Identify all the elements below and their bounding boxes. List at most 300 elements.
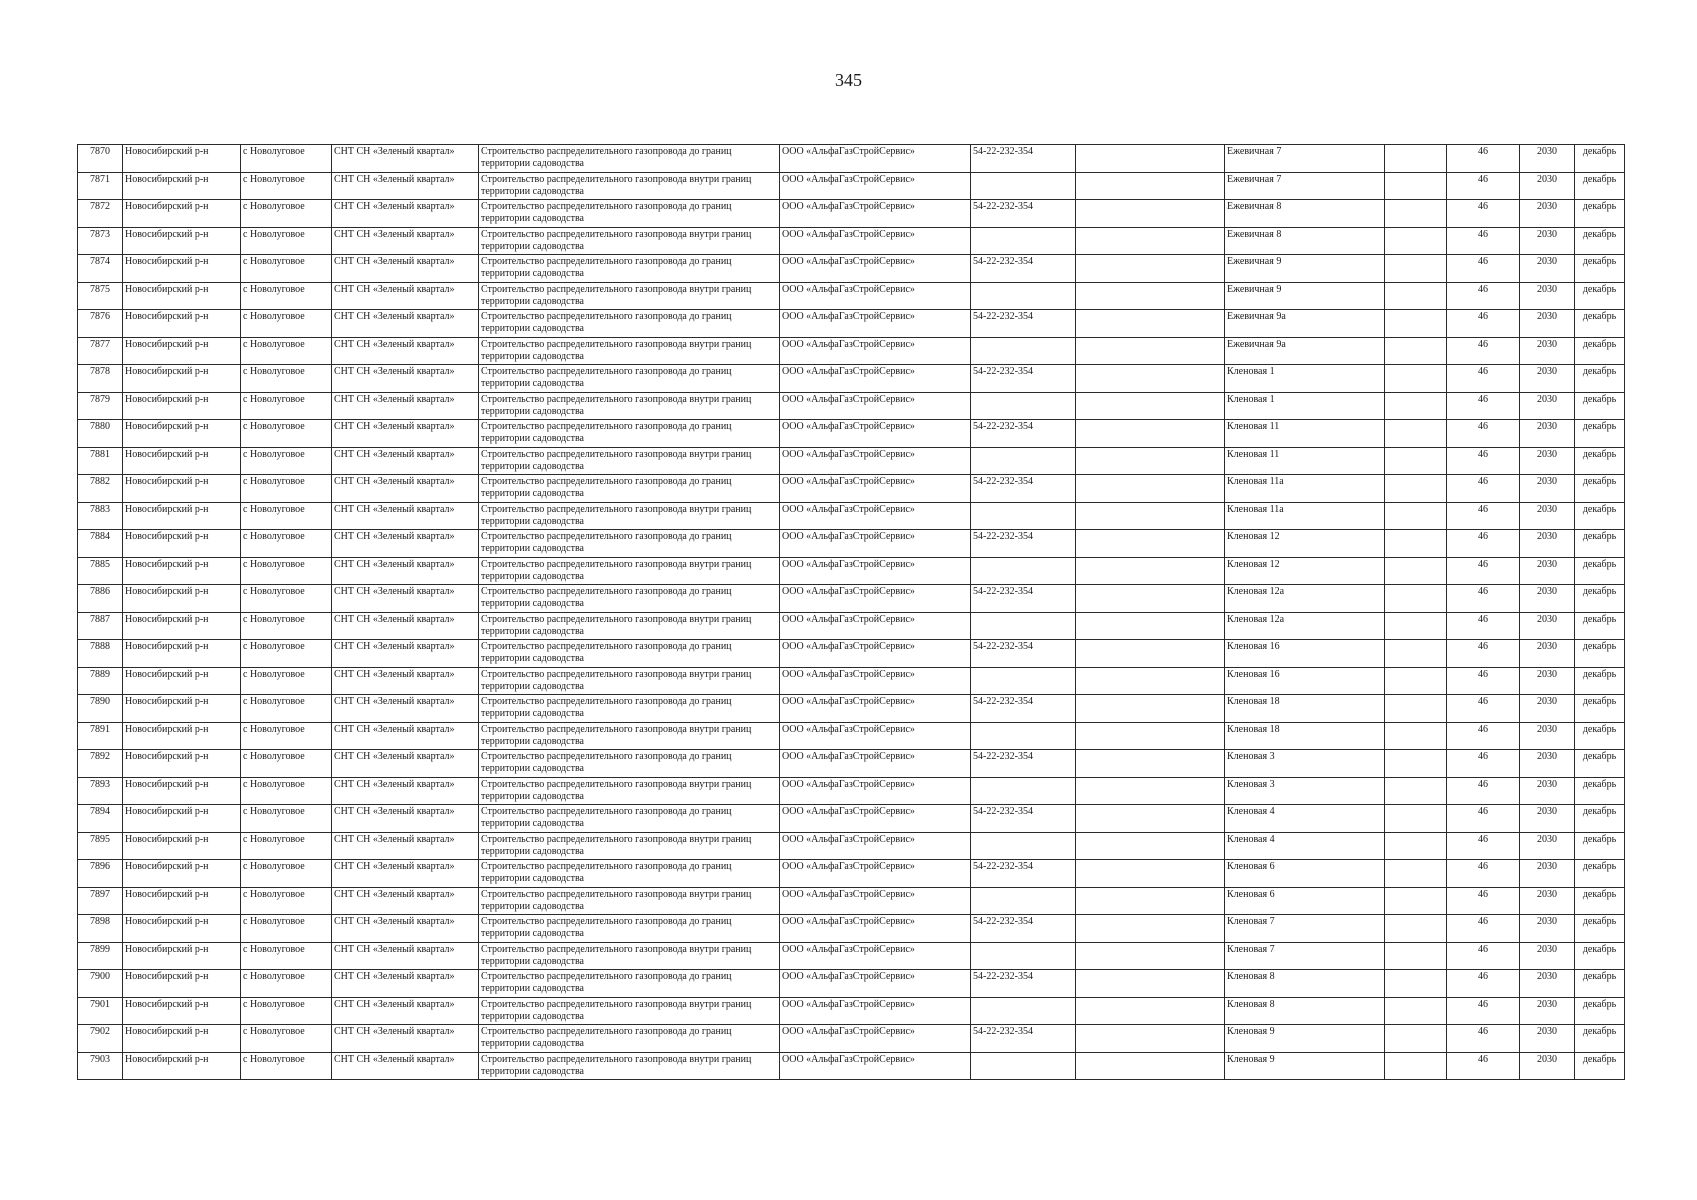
empty-cell: [1385, 255, 1447, 283]
code-cell: 54-22-232-354: [971, 585, 1076, 613]
empty-cell: [1076, 337, 1225, 365]
organization-cell: ООО «АльфаГазСтройСервис»: [780, 640, 971, 668]
organization-cell: ООО «АльфаГазСтройСервис»: [780, 282, 971, 310]
row-number-cell: 7875: [78, 282, 123, 310]
table-row: [78, 1052, 1625, 1080]
empty-cell: [1385, 392, 1447, 420]
empty-cell: [1076, 420, 1225, 448]
month-cell: декабрь: [1575, 337, 1625, 365]
empty-cell: [1076, 447, 1225, 475]
description-cell: Строительство распределительного газопровода внутри границ территории садоводства: [479, 942, 780, 970]
code-cell: [971, 447, 1076, 475]
table-row: [78, 887, 1625, 915]
settlement-cell: с Новолуговое: [241, 667, 332, 695]
value-cell: 46: [1447, 255, 1520, 283]
district-cell: Новосибирский р-н: [123, 337, 241, 365]
code-cell: [971, 172, 1076, 200]
street-cell: Ежевичная 7: [1225, 172, 1385, 200]
description-cell: Строительство распределительного газопровода до границ территории садоводства: [479, 420, 780, 448]
organization-cell: ООО «АльфаГазСтройСервис»: [780, 1025, 971, 1053]
street-cell: Кленовая 3: [1225, 777, 1385, 805]
month-cell: декабрь: [1575, 997, 1625, 1025]
partnership-cell: СНТ СН «Зеленый квартал»: [332, 860, 479, 888]
value-cell: 46: [1447, 777, 1520, 805]
row-number-cell: 7885: [78, 557, 123, 585]
district-cell: Новосибирский р-н: [123, 667, 241, 695]
value-cell: 46: [1447, 557, 1520, 585]
settlement-cell: с Новолуговое: [241, 447, 332, 475]
page-number: 345: [835, 70, 862, 90]
empty-cell: [1076, 392, 1225, 420]
value-cell: 46: [1447, 695, 1520, 723]
code-cell: 54-22-232-354: [971, 750, 1076, 778]
organization-cell: ООО «АльфаГазСтройСервис»: [780, 915, 971, 943]
code-cell: 54-22-232-354: [971, 1025, 1076, 1053]
value-cell: 46: [1447, 392, 1520, 420]
empty-cell: [1076, 1052, 1225, 1080]
table-row: [78, 722, 1625, 750]
row-number-cell: 7888: [78, 640, 123, 668]
partnership-cell: СНТ СН «Зеленый квартал»: [332, 887, 479, 915]
organization-cell: ООО «АльфаГазСтройСервис»: [780, 172, 971, 200]
organization-cell: ООО «АльфаГазСтройСервис»: [780, 420, 971, 448]
year-cell: 2030: [1520, 640, 1575, 668]
partnership-cell: СНТ СН «Зеленый квартал»: [332, 970, 479, 998]
month-cell: декабрь: [1575, 365, 1625, 393]
table-row: [78, 667, 1625, 695]
organization-cell: ООО «АльфаГазСтройСервис»: [780, 475, 971, 503]
month-cell: декабрь: [1575, 667, 1625, 695]
table-row: [78, 585, 1625, 613]
empty-cell: [1385, 777, 1447, 805]
district-cell: Новосибирский р-н: [123, 447, 241, 475]
year-cell: 2030: [1520, 860, 1575, 888]
table-row: [78, 475, 1625, 503]
row-number-cell: 7898: [78, 915, 123, 943]
value-cell: 46: [1447, 282, 1520, 310]
table-row: [78, 612, 1625, 640]
partnership-cell: СНТ СН «Зеленый квартал»: [332, 667, 479, 695]
empty-cell: [1076, 557, 1225, 585]
code-cell: [971, 667, 1076, 695]
empty-cell: [1385, 1052, 1447, 1080]
row-number-cell: 7881: [78, 447, 123, 475]
description-cell: Строительство распределительного газопровода до границ территории садоводства: [479, 145, 780, 173]
value-cell: 46: [1447, 942, 1520, 970]
year-cell: 2030: [1520, 227, 1575, 255]
settlement-cell: с Новолуговое: [241, 475, 332, 503]
street-cell: Кленовая 9: [1225, 1052, 1385, 1080]
year-cell: 2030: [1520, 557, 1575, 585]
code-cell: 54-22-232-354: [971, 640, 1076, 668]
street-cell: Кленовая 12: [1225, 557, 1385, 585]
description-cell: Строительство распределительного газопровода до границ территории садоводства: [479, 475, 780, 503]
street-cell: Кленовая 8: [1225, 997, 1385, 1025]
district-cell: Новосибирский р-н: [123, 695, 241, 723]
year-cell: 2030: [1520, 282, 1575, 310]
organization-cell: ООО «АльфаГазСтройСервис»: [780, 310, 971, 338]
empty-cell: [1076, 227, 1225, 255]
settlement-cell: с Новолуговое: [241, 722, 332, 750]
partnership-cell: СНТ СН «Зеленый квартал»: [332, 172, 479, 200]
code-cell: [971, 392, 1076, 420]
value-cell: 46: [1447, 667, 1520, 695]
partnership-cell: СНТ СН «Зеленый квартал»: [332, 365, 479, 393]
row-number-cell: 7900: [78, 970, 123, 998]
year-cell: 2030: [1520, 750, 1575, 778]
district-cell: Новосибирский р-н: [123, 640, 241, 668]
organization-cell: ООО «АльфаГазСтройСервис»: [780, 585, 971, 613]
description-cell: Строительство распределительного газопровода до границ территории садоводства: [479, 860, 780, 888]
empty-cell: [1076, 640, 1225, 668]
description-cell: Строительство распределительного газопровода до границ территории садоводства: [479, 365, 780, 393]
table-row: [78, 970, 1625, 998]
description-cell: Строительство распределительного газопровода до границ территории садоводства: [479, 200, 780, 228]
row-number-cell: 7895: [78, 832, 123, 860]
street-cell: Ежевичная 9а: [1225, 337, 1385, 365]
settlement-cell: с Новолуговое: [241, 200, 332, 228]
partnership-cell: СНТ СН «Зеленый квартал»: [332, 337, 479, 365]
table-row: [78, 942, 1625, 970]
table-row: [78, 777, 1625, 805]
year-cell: 2030: [1520, 970, 1575, 998]
empty-cell: [1385, 805, 1447, 833]
month-cell: декабрь: [1575, 172, 1625, 200]
settlement-cell: с Новолуговое: [241, 750, 332, 778]
description-cell: Строительство распределительного газопровода до границ территории садоводства: [479, 1025, 780, 1053]
table-row: [78, 1025, 1625, 1053]
district-cell: Новосибирский р-н: [123, 970, 241, 998]
settlement-cell: с Новолуговое: [241, 502, 332, 530]
settlement-cell: с Новолуговое: [241, 915, 332, 943]
code-cell: [971, 997, 1076, 1025]
year-cell: 2030: [1520, 502, 1575, 530]
description-cell: Строительство распределительного газопровода внутри границ территории садоводства: [479, 282, 780, 310]
value-cell: 46: [1447, 805, 1520, 833]
table-row: [78, 750, 1625, 778]
month-cell: декабрь: [1575, 832, 1625, 860]
settlement-cell: с Новолуговое: [241, 777, 332, 805]
table-row: [78, 392, 1625, 420]
empty-cell: [1385, 337, 1447, 365]
empty-cell: [1076, 695, 1225, 723]
description-cell: Строительство распределительного газопровода внутри границ территории садоводства: [479, 1052, 780, 1080]
district-cell: Новосибирский р-н: [123, 860, 241, 888]
empty-cell: [1385, 887, 1447, 915]
code-cell: 54-22-232-354: [971, 530, 1076, 558]
empty-cell: [1076, 970, 1225, 998]
street-cell: Кленовая 1: [1225, 365, 1385, 393]
partnership-cell: СНТ СН «Зеленый квартал»: [332, 447, 479, 475]
month-cell: декабрь: [1575, 695, 1625, 723]
settlement-cell: с Новолуговое: [241, 337, 332, 365]
code-cell: 54-22-232-354: [971, 695, 1076, 723]
code-cell: 54-22-232-354: [971, 310, 1076, 338]
value-cell: 46: [1447, 970, 1520, 998]
empty-cell: [1076, 722, 1225, 750]
district-cell: Новосибирский р-н: [123, 255, 241, 283]
organization-cell: ООО «АльфаГазСтройСервис»: [780, 887, 971, 915]
partnership-cell: СНТ СН «Зеленый квартал»: [332, 282, 479, 310]
empty-cell: [1385, 282, 1447, 310]
settlement-cell: с Новолуговое: [241, 695, 332, 723]
value-cell: 46: [1447, 145, 1520, 173]
settlement-cell: с Новолуговое: [241, 227, 332, 255]
empty-cell: [1076, 805, 1225, 833]
organization-cell: ООО «АльфаГазСтройСервис»: [780, 227, 971, 255]
partnership-cell: СНТ СН «Зеленый квартал»: [332, 1052, 479, 1080]
table-row: [78, 557, 1625, 585]
street-cell: Кленовая 1: [1225, 392, 1385, 420]
settlement-cell: с Новолуговое: [241, 805, 332, 833]
organization-cell: ООО «АльфаГазСтройСервис»: [780, 750, 971, 778]
code-cell: 54-22-232-354: [971, 915, 1076, 943]
organization-cell: ООО «АльфаГазСтройСервис»: [780, 200, 971, 228]
code-cell: 54-22-232-354: [971, 970, 1076, 998]
empty-cell: [1076, 310, 1225, 338]
description-cell: Строительство распределительного газопровода до границ территории садоводства: [479, 640, 780, 668]
street-cell: Кленовая 11: [1225, 420, 1385, 448]
description-cell: Строительство распределительного газопровода внутри границ территории садоводства: [479, 337, 780, 365]
district-cell: Новосибирский р-н: [123, 722, 241, 750]
description-cell: Строительство распределительного газопровода до границ территории садоводства: [479, 310, 780, 338]
street-cell: Ежевичная 8: [1225, 227, 1385, 255]
value-cell: 46: [1447, 475, 1520, 503]
registry-rows: [78, 145, 1625, 1080]
description-cell: Строительство распределительного газопровода внутри границ территории садоводства: [479, 227, 780, 255]
code-cell: [971, 942, 1076, 970]
row-number-cell: 7876: [78, 310, 123, 338]
empty-cell: [1385, 145, 1447, 173]
empty-cell: [1076, 997, 1225, 1025]
code-cell: [971, 337, 1076, 365]
empty-cell: [1076, 750, 1225, 778]
description-cell: Строительство распределительного газопровода внутри границ территории садоводства: [479, 997, 780, 1025]
year-cell: 2030: [1520, 612, 1575, 640]
value-cell: 46: [1447, 887, 1520, 915]
street-cell: Кленовая 7: [1225, 915, 1385, 943]
empty-cell: [1385, 970, 1447, 998]
row-number-cell: 7879: [78, 392, 123, 420]
empty-cell: [1385, 860, 1447, 888]
code-cell: 54-22-232-354: [971, 145, 1076, 173]
settlement-cell: с Новолуговое: [241, 420, 332, 448]
district-cell: Новосибирский р-н: [123, 585, 241, 613]
organization-cell: ООО «АльфаГазСтройСервис»: [780, 695, 971, 723]
empty-cell: [1076, 145, 1225, 173]
empty-cell: [1385, 172, 1447, 200]
value-cell: 46: [1447, 1052, 1520, 1080]
month-cell: декабрь: [1575, 420, 1625, 448]
code-cell: 54-22-232-354: [971, 365, 1076, 393]
partnership-cell: СНТ СН «Зеленый квартал»: [332, 255, 479, 283]
organization-cell: ООО «АльфаГазСтройСервис»: [780, 942, 971, 970]
district-cell: Новосибирский р-н: [123, 805, 241, 833]
table-row: [78, 640, 1625, 668]
row-number-cell: 7903: [78, 1052, 123, 1080]
description-cell: Строительство распределительного газопровода внутри границ территории садоводства: [479, 722, 780, 750]
organization-cell: ООО «АльфаГазСтройСервис»: [780, 255, 971, 283]
description-cell: Строительство распределительного газопровода до границ территории садоводства: [479, 530, 780, 558]
month-cell: декабрь: [1575, 860, 1625, 888]
organization-cell: ООО «АльфаГазСтройСервис»: [780, 997, 971, 1025]
partnership-cell: СНТ СН «Зеленый квартал»: [332, 695, 479, 723]
street-cell: Кленовая 4: [1225, 832, 1385, 860]
district-cell: Новосибирский р-н: [123, 832, 241, 860]
empty-cell: [1385, 310, 1447, 338]
street-cell: Кленовая 3: [1225, 750, 1385, 778]
value-cell: 46: [1447, 1025, 1520, 1053]
year-cell: 2030: [1520, 255, 1575, 283]
partnership-cell: СНТ СН «Зеленый квартал»: [332, 200, 479, 228]
partnership-cell: СНТ СН «Зеленый квартал»: [332, 475, 479, 503]
year-cell: 2030: [1520, 392, 1575, 420]
value-cell: 46: [1447, 447, 1520, 475]
description-cell: Строительство распределительного газопровода внутри границ территории садоводства: [479, 392, 780, 420]
district-cell: Новосибирский р-н: [123, 310, 241, 338]
settlement-cell: с Новолуговое: [241, 1052, 332, 1080]
empty-cell: [1385, 722, 1447, 750]
description-cell: Строительство распределительного газопровода внутри границ территории садоводства: [479, 667, 780, 695]
street-cell: Кленовая 12а: [1225, 612, 1385, 640]
row-number-cell: 7872: [78, 200, 123, 228]
street-cell: Ежевичная 9: [1225, 282, 1385, 310]
row-number-cell: 7883: [78, 502, 123, 530]
value-cell: 46: [1447, 640, 1520, 668]
year-cell: 2030: [1520, 475, 1575, 503]
row-number-cell: 7886: [78, 585, 123, 613]
table-row: [78, 310, 1625, 338]
value-cell: 46: [1447, 915, 1520, 943]
row-number-cell: 7896: [78, 860, 123, 888]
row-number-cell: 7887: [78, 612, 123, 640]
value-cell: 46: [1447, 750, 1520, 778]
partnership-cell: СНТ СН «Зеленый квартал»: [332, 502, 479, 530]
district-cell: Новосибирский р-н: [123, 392, 241, 420]
description-cell: Строительство распределительного газопровода до границ территории садоводства: [479, 695, 780, 723]
month-cell: декабрь: [1575, 970, 1625, 998]
street-cell: Кленовая 6: [1225, 887, 1385, 915]
month-cell: декабрь: [1575, 1052, 1625, 1080]
month-cell: декабрь: [1575, 475, 1625, 503]
street-cell: Кленовая 11: [1225, 447, 1385, 475]
month-cell: декабрь: [1575, 557, 1625, 585]
table-row: [78, 255, 1625, 283]
description-cell: Строительство распределительного газопровода до границ территории садоводства: [479, 970, 780, 998]
district-cell: Новосибирский р-н: [123, 145, 241, 173]
settlement-cell: с Новолуговое: [241, 1025, 332, 1053]
organization-cell: ООО «АльфаГазСтройСервис»: [780, 557, 971, 585]
empty-cell: [1076, 612, 1225, 640]
table-row: [78, 805, 1625, 833]
street-cell: Кленовая 18: [1225, 722, 1385, 750]
settlement-cell: с Новолуговое: [241, 612, 332, 640]
row-number-cell: 7877: [78, 337, 123, 365]
organization-cell: ООО «АльфаГазСтройСервис»: [780, 722, 971, 750]
value-cell: 46: [1447, 420, 1520, 448]
month-cell: декабрь: [1575, 777, 1625, 805]
description-cell: Строительство распределительного газопровода до границ территории садоводства: [479, 585, 780, 613]
empty-cell: [1385, 997, 1447, 1025]
district-cell: Новосибирский р-н: [123, 750, 241, 778]
value-cell: 46: [1447, 227, 1520, 255]
empty-cell: [1076, 585, 1225, 613]
organization-cell: ООО «АльфаГазСтройСервис»: [780, 667, 971, 695]
description-cell: Строительство распределительного газопровода до границ территории садоводства: [479, 750, 780, 778]
code-cell: [971, 777, 1076, 805]
settlement-cell: с Новолуговое: [241, 557, 332, 585]
settlement-cell: с Новолуговое: [241, 640, 332, 668]
registry-table: [77, 144, 1625, 1080]
empty-cell: [1076, 942, 1225, 970]
district-cell: Новосибирский р-н: [123, 997, 241, 1025]
street-cell: Кленовая 11а: [1225, 502, 1385, 530]
year-cell: 2030: [1520, 997, 1575, 1025]
code-cell: 54-22-232-354: [971, 200, 1076, 228]
table-row: [78, 860, 1625, 888]
month-cell: декабрь: [1575, 200, 1625, 228]
description-cell: Строительство распределительного газопровода внутри границ территории садоводства: [479, 447, 780, 475]
month-cell: декабрь: [1575, 145, 1625, 173]
month-cell: декабрь: [1575, 255, 1625, 283]
description-cell: Строительство распределительного газопровода до границ территории садоводства: [479, 255, 780, 283]
value-cell: 46: [1447, 612, 1520, 640]
partnership-cell: СНТ СН «Зеленый квартал»: [332, 310, 479, 338]
empty-cell: [1385, 475, 1447, 503]
empty-cell: [1385, 227, 1447, 255]
value-cell: 46: [1447, 200, 1520, 228]
row-number-cell: 7873: [78, 227, 123, 255]
organization-cell: ООО «АльфаГазСтройСервис»: [780, 145, 971, 173]
partnership-cell: СНТ СН «Зеленый квартал»: [332, 420, 479, 448]
partnership-cell: СНТ СН «Зеленый квартал»: [332, 997, 479, 1025]
month-cell: декабрь: [1575, 612, 1625, 640]
value-cell: 46: [1447, 997, 1520, 1025]
district-cell: Новосибирский р-н: [123, 612, 241, 640]
organization-cell: ООО «АльфаГазСтройСервис»: [780, 1052, 971, 1080]
description-cell: Строительство распределительного газопровода внутри границ территории садоводства: [479, 612, 780, 640]
code-cell: 54-22-232-354: [971, 255, 1076, 283]
street-cell: Ежевичная 7: [1225, 145, 1385, 173]
description-cell: Строительство распределительного газопровода внутри границ территории садоводства: [479, 172, 780, 200]
year-cell: 2030: [1520, 585, 1575, 613]
district-cell: Новосибирский р-н: [123, 227, 241, 255]
organization-cell: ООО «АльфаГазСтройСервис»: [780, 530, 971, 558]
empty-cell: [1385, 612, 1447, 640]
partnership-cell: СНТ СН «Зеленый квартал»: [332, 915, 479, 943]
empty-cell: [1385, 667, 1447, 695]
settlement-cell: с Новолуговое: [241, 530, 332, 558]
street-cell: Ежевичная 8: [1225, 200, 1385, 228]
empty-cell: [1076, 530, 1225, 558]
empty-cell: [1076, 887, 1225, 915]
row-number-cell: 7882: [78, 475, 123, 503]
month-cell: декабрь: [1575, 282, 1625, 310]
description-cell: Строительство распределительного газопровода внутри границ территории садоводства: [479, 557, 780, 585]
district-cell: Новосибирский р-н: [123, 475, 241, 503]
organization-cell: ООО «АльфаГазСтройСервис»: [780, 502, 971, 530]
district-cell: Новосибирский р-н: [123, 530, 241, 558]
row-number-cell: 7894: [78, 805, 123, 833]
organization-cell: ООО «АльфаГазСтройСервис»: [780, 337, 971, 365]
table-row: [78, 145, 1625, 173]
organization-cell: ООО «АльфаГазСтройСервис»: [780, 392, 971, 420]
row-number-cell: 7870: [78, 145, 123, 173]
month-cell: декабрь: [1575, 585, 1625, 613]
year-cell: 2030: [1520, 420, 1575, 448]
value-cell: 46: [1447, 365, 1520, 393]
district-cell: Новосибирский р-н: [123, 502, 241, 530]
